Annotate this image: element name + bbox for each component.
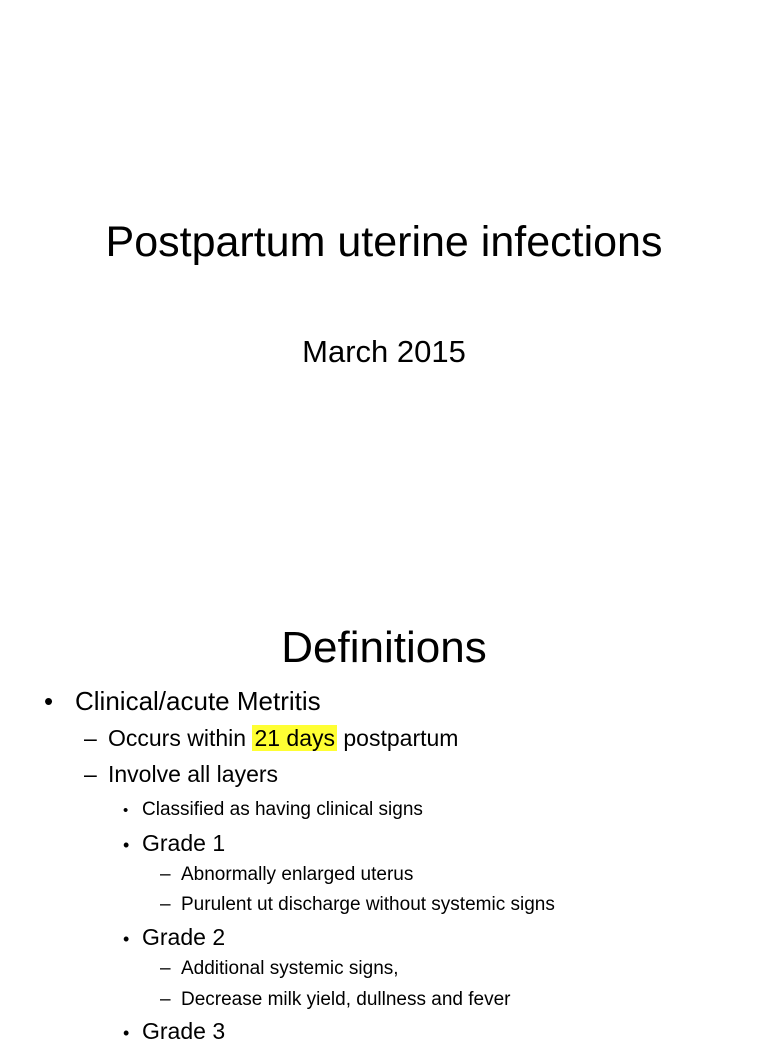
dash-marker: – — [160, 894, 171, 915]
detail-text: Additional systemic signs, — [181, 958, 399, 979]
dash-marker: – — [84, 725, 97, 751]
subbullet-text-prefix: Occurs within — [108, 725, 253, 751]
detail-grade2-a — [160, 957, 399, 981]
dash-marker: – — [160, 989, 171, 1010]
detail-grade2-b — [160, 988, 511, 1012]
detail-text: Abnormally enlarged uterus — [181, 864, 414, 885]
highlighted-text: 21 days — [254, 725, 335, 751]
subbullet-involve-layers — [84, 760, 278, 788]
bullet-text: Clinical/acute Metritis — [75, 686, 321, 716]
detail-grade1-a — [160, 863, 413, 887]
presentation-date: March 2015 — [302, 334, 466, 369]
subbullet-text-suffix: postpartum — [337, 725, 459, 751]
subbullet-text: Involve all layers — [108, 761, 279, 787]
dash-marker: – — [160, 864, 171, 885]
slide-heading: Definitions — [281, 623, 487, 672]
bullet-marker: • — [123, 929, 130, 949]
bullet-clinical-metritis — [44, 685, 321, 717]
item-text: Grade 1 — [142, 830, 226, 856]
detail-text: Decrease milk yield, dullness and fever — [181, 989, 511, 1010]
item-text: Grade 3 — [142, 1018, 226, 1044]
definitions-slide — [0, 584, 768, 1044]
dash-marker: – — [160, 958, 171, 979]
bullet-marker: • — [123, 802, 129, 819]
item-grade-3 — [123, 1017, 225, 1047]
item-grade-2 — [123, 923, 225, 953]
detail-grade1-b — [160, 893, 555, 917]
dash-marker: – — [84, 761, 97, 787]
item-grade-1 — [123, 829, 225, 859]
bullet-marker: • — [44, 686, 54, 716]
item-text: Grade 2 — [142, 924, 226, 950]
subbullet-occurs-within — [84, 724, 458, 752]
presentation-title: Postpartum uterine infections — [105, 218, 663, 266]
detail-text: Purulent ut discharge without systemic signs — [181, 894, 555, 915]
item-classified — [123, 798, 423, 823]
item-text: Classified as having clinical signs — [142, 799, 423, 820]
bullet-marker: • — [123, 835, 130, 855]
bullet-marker: • — [123, 1023, 130, 1043]
